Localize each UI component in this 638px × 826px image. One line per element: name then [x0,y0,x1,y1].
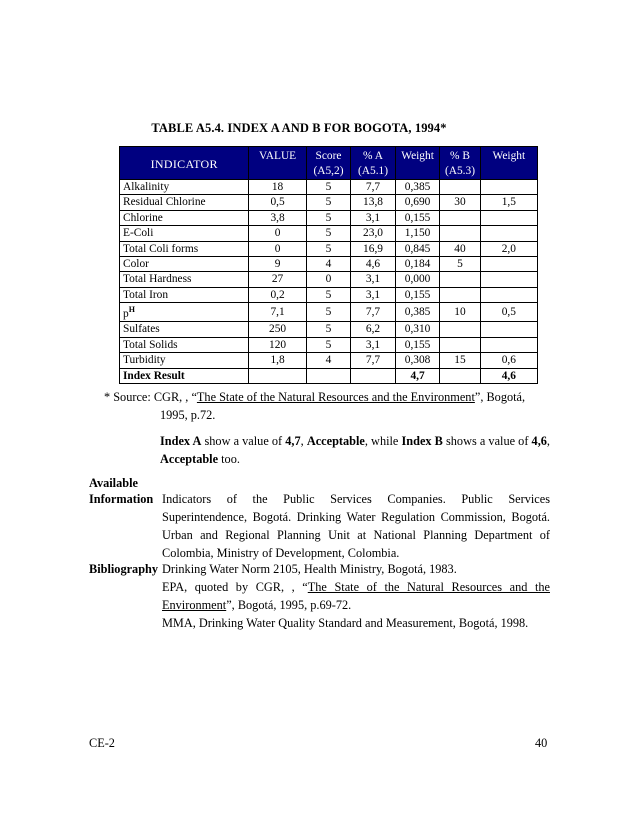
source-footnote: * Source: CGR, , “The State of the Natural Resources and the Environment”, Bogotá, 1995, p.72. [104,388,550,424]
cell-percent-a: 16,9 [351,241,396,256]
cell-percent-b: 15 [440,353,480,368]
total-label: Index Result [120,368,249,383]
cell-indicator: Turbidity [120,353,249,368]
cell-value: 18 [249,180,306,195]
cell-indicator: E-Coli [120,226,249,241]
cell-percent-a: 7,7 [351,180,396,195]
cell-score: 5 [306,210,351,225]
cell-score: 5 [306,322,351,337]
cell-percent-b [440,322,480,337]
header-score: Score (A5,2) [306,147,351,180]
table-caption [0,121,638,136]
cell-percent-b [440,180,480,195]
cell-score: 4 [306,257,351,272]
cell-percent-b [440,226,480,241]
cell-percent-b [440,272,480,287]
cell-weight-b: 1,5 [480,195,537,210]
table-row [120,303,538,322]
cell-percent-b: 40 [440,241,480,256]
header-value: VALUE [249,147,306,180]
available-information-text: Indicators of the Public Services Companies. Public Services Superintendence, Bogotá. Drinking Water Regulation Commission, Bogotá. Urban and Regional Planning Unit at National Planning Department of Colombia, Ministry of Development, Colombia. [162,492,550,560]
cell-indicator: Sulfates [120,322,249,337]
cell-percent-a: 3,1 [351,272,396,287]
cell-indicator: Residual Chlorine [120,195,249,210]
cell-percent-a: 6,2 [351,322,396,337]
table-row [120,180,538,195]
cell-percent-a: 3,1 [351,287,396,302]
cell-score: 5 [306,337,351,352]
cell-score: 5 [306,287,351,302]
cell-weight-b [480,272,537,287]
cell-value: 0 [249,226,306,241]
cell-percent-a: 3,1 [351,337,396,352]
cell-weight: 0,310 [395,322,440,337]
table-row [120,195,538,210]
cell-weight: 0,000 [395,272,440,287]
cell-weight-b [480,322,537,337]
cell-score: 5 [306,195,351,210]
table-header-row [120,147,538,180]
table-row [120,210,538,225]
cell-weight: 0,155 [395,337,440,352]
total-weight-a: 4,7 [395,368,440,383]
page-number: 40 [535,736,548,750]
cell-indicator: Chlorine [120,210,249,225]
table-row [120,353,538,368]
bibliography-entry: EPA, quoted by CGR, , “The State of the Natural Resources and the Environment”, Bogotá, 1995, p.69-72. [162,580,550,612]
table-row [120,226,538,241]
cell-percent-b [440,287,480,302]
table-row [120,257,538,272]
cell-value: 1,8 [249,353,306,368]
cell-weight-b: 0,6 [480,353,537,368]
bibliography-entry: MMA, Drinking Water Quality Standard and Measurement, Bogotá, 1998. [162,616,529,630]
table-row [120,241,538,256]
cell-weight: 0,308 [395,353,440,368]
cell-value: 0,5 [249,195,306,210]
cell-percent-a: 23,0 [351,226,396,241]
total-weight-b: 4,6 [480,368,537,383]
footer-code: CE-2 [89,736,115,750]
source-title: The State of the Natural Resources and the Environment [196,390,475,404]
cell-weight-b [480,257,537,272]
cell-percent-b [440,337,480,352]
index-table [119,146,538,384]
information-label: Information [89,492,154,506]
table-row [120,272,538,287]
source-year: 1995, p.72. [160,408,216,422]
cell-score: 5 [306,226,351,241]
header-indicator: INDICATOR [120,147,249,180]
cell-weight: 0,845 [395,241,440,256]
cell-indicator: Alkalinity [120,180,249,195]
cell-indicator: Color [120,257,249,272]
cell-percent-a: 7,7 [351,353,396,368]
bibliography-label: Bibliography [89,562,159,576]
header-percent-a: % A (A5.1) [351,147,396,180]
cell-value: 0,2 [249,287,306,302]
cell-weight-b [480,210,537,225]
cell-value: 9 [249,257,306,272]
cell-percent-b: 5 [440,257,480,272]
cell-value: 7,1 [249,303,306,322]
cell-percent-b [440,210,480,225]
table-total-row [120,368,538,383]
cell-weight: 1,150 [395,226,440,241]
cell-weight: 0,385 [395,180,440,195]
cell-value: 250 [249,322,306,337]
cell-percent-b: 30 [440,195,480,210]
cell-weight-b [480,180,537,195]
cell-percent-a: 13,8 [351,195,396,210]
cell-weight-b [480,287,537,302]
cell-indicator: Total Solids [120,337,249,352]
table-caption-text: TABLE A5.4. INDEX A AND B FOR BOGOTA, 1994* [151,121,447,135]
cell-weight: 0,385 [395,303,440,322]
cell-weight-b [480,226,537,241]
header-weight-b: Weight [480,147,537,180]
header-percent-b: % B (A5.3) [440,147,480,180]
cell-score: 4 [306,353,351,368]
cell-value: 120 [249,337,306,352]
bibliography-entry: Drinking Water Norm 2105, Health Ministry, Bogotá, 1983. [162,562,457,576]
cell-score: 5 [306,303,351,322]
cell-score: 0 [306,272,351,287]
cell-percent-b: 10 [440,303,480,322]
cell-indicator: Total Iron [120,287,249,302]
available-label: Available [89,476,138,490]
cell-percent-a: 7,7 [351,303,396,322]
cell-score: 5 [306,180,351,195]
cell-score: 5 [306,241,351,256]
cell-weight: 0,690 [395,195,440,210]
cell-percent-a: 4,6 [351,257,396,272]
cell-weight-b: 0,5 [480,303,537,322]
cell-indicator-ph: $p^H$ [120,303,249,322]
cell-indicator: Total Hardness [120,272,249,287]
header-weight: Weight [395,147,440,180]
cell-indicator: Total Coli forms [120,241,249,256]
cell-percent-a: 3,1 [351,210,396,225]
bibliography-list [162,560,550,632]
table-row [120,337,538,352]
cell-value: 0 [249,241,306,256]
cell-weight-b [480,337,537,352]
cell-weight: 0,184 [395,257,440,272]
cell-value: 3,8 [249,210,306,225]
table-row [120,287,538,302]
cell-weight: 0,155 [395,287,440,302]
cell-weight-b: 2,0 [480,241,537,256]
cell-weight: 0,155 [395,210,440,225]
cell-value: 27 [249,272,306,287]
table-row [120,322,538,337]
index-summary: Index A show a value of 4,7, Acceptable, while Index B shows a value of 4,6, Acceptable too. [160,434,550,466]
